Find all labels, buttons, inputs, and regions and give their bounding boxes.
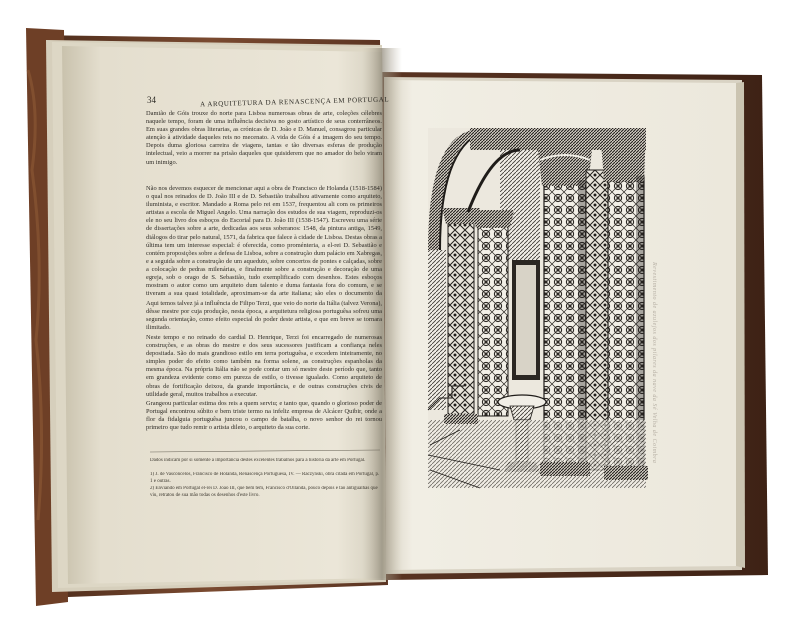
paragraph-2: Não nos devemos esquecer de mencionar aqui a obra de Francisco de Holanda (1518-1584) o qual nos reinados de D. João III e de D. Sebastião trabalhou ativamente como arquiteto, iluminista, e escritor. Mandado a Roma pelo rei em 1537, frequentou ali com os primeiros artistas a escola de Miguel Angelo. Uma narração dos estudos de sua viagem, reproduzi-os ele no seu livro dos esboços do Escorial para D. João III (1538-1547). Escreveu uma série de dissertações sobre a arte, dedicadas aos seus soberanos: 1548, da pintura antiga, 1549, diálogos do tirar pelo natural, 1571, da fabrica que falece à cidade de Lisboa. Destas obras a última tem um interesse especial: é oferecida, como proménteria, a el-rei D. Sebastião e contém proposições sobre a defesa de Lisboa, sobre a construção dum palácio em Xabregas, e a seguida sobre a construção de um aqueduto, sobre concertos de pontes e calçadas, sobre a colocação de pedras milenárias, e finalmente sobre a construção e decoração de uma egreja, sob o orago de S. Sebastião, tudo exemplificado com desenhos. Estes esboços mostram o autor como um arquiteto dum talento e duma fantasia fora do comum, e se tiveram a sua quasi totalidade, aproximam-se da arte italiana; são eles o documento da (146, 185, 382, 297)
paragraph-4: Neste tempo e no reinado do cardial D. Henrique, Terzi foi encarregado de numerosas construções, e as obras do mestre e dos seus sucessores justificam a confiança neles depositada. São do mais grandioso estilo em terra portuguêsa, e excedem inteiramente, no simples poder do efeito como também na forma solene, as construções espanholas da mesma época. Na própria Itália não se pode contar um só mestre deste período que, tanto em grandeza evidente como em pureza de estilo, o tivesse igualado. Como arquiteto de obras de fortificação deixou, da grande importância, e de outras construções civis de utilidade geral, muitos trabalhos a executar. (146, 334, 382, 398)
paragraph-1: Damião de Góis trouxe do norte para Lisboa numerosas obras de arte, coleções célebres naquele tempo, foram de uma influência decisiva no gosto artístico de seus conterrâneos. Em suas grandes obras literarias, as crónicas de D. João e D. Manuel, consagrou particular atenção à atividade daqueles reis no mecenato. A vida de Góis é a imagem do seu tempo. Depois duma gloriosa carreira de viagens, tantas e tão diversas esferas de produção intelectual, veio a morrer na prisão daqueles que quisiderem que no amador do belo viram um inimigo. (146, 110, 382, 166)
column-engraving (428, 128, 648, 488)
page-number: 34 (147, 95, 156, 105)
footnote-1: Dados indicam por si somente a importância dêstes excelentes trabalhos para a história da arte em Portugal. (150, 458, 366, 463)
paragraph-3: Aqui temos talvez já a influência de Filipo Terzi, que veio do norte da Itália (talvez Verona), dêsse mestre por cuja produção, nesta época, a arquitetura religiosa portuguêsa sofreu uma segunda orientação, como efeito especial do poder deste artista, e que em breve se tornara ilimitado. (146, 300, 382, 332)
running-head: A ARQUITETURA DA RENASCENÇA EM PORTUGAL (199, 95, 390, 109)
paragraph-5: Grangeou particular estima dos reis a quem serviu; e tanto que, quando o glorioso poder de Portugal encontrou súbito e bem triste termo na infeliz empresa de Alcácer Quibir, onde a flor da fidalguia portuguêsa juncou o campo de batalha, o novo senhor do rei tornou primeiro que tudo remir o artista dileto, o arquiteto da sua corte. (146, 400, 382, 432)
footnote-2: 1) J. de Vasconcelos, Francisco de Holanda, Renascença Portuguesa, IV. — Raczynski, obra citada em Portugal, p. 1 e outras. (150, 472, 380, 484)
footnote-3: 2) Enviando em Portugal el-rei D. João III, que bem tem, Francisco d'Ollanda, pouco depois e tão antigualhas que viu, retratou de sua mão todas os desenhos d'este livro. (150, 486, 378, 498)
illustration-caption: Revestimento de azulejos dos pilares da nave da Sé Velha de Coimbra (651, 262, 657, 464)
